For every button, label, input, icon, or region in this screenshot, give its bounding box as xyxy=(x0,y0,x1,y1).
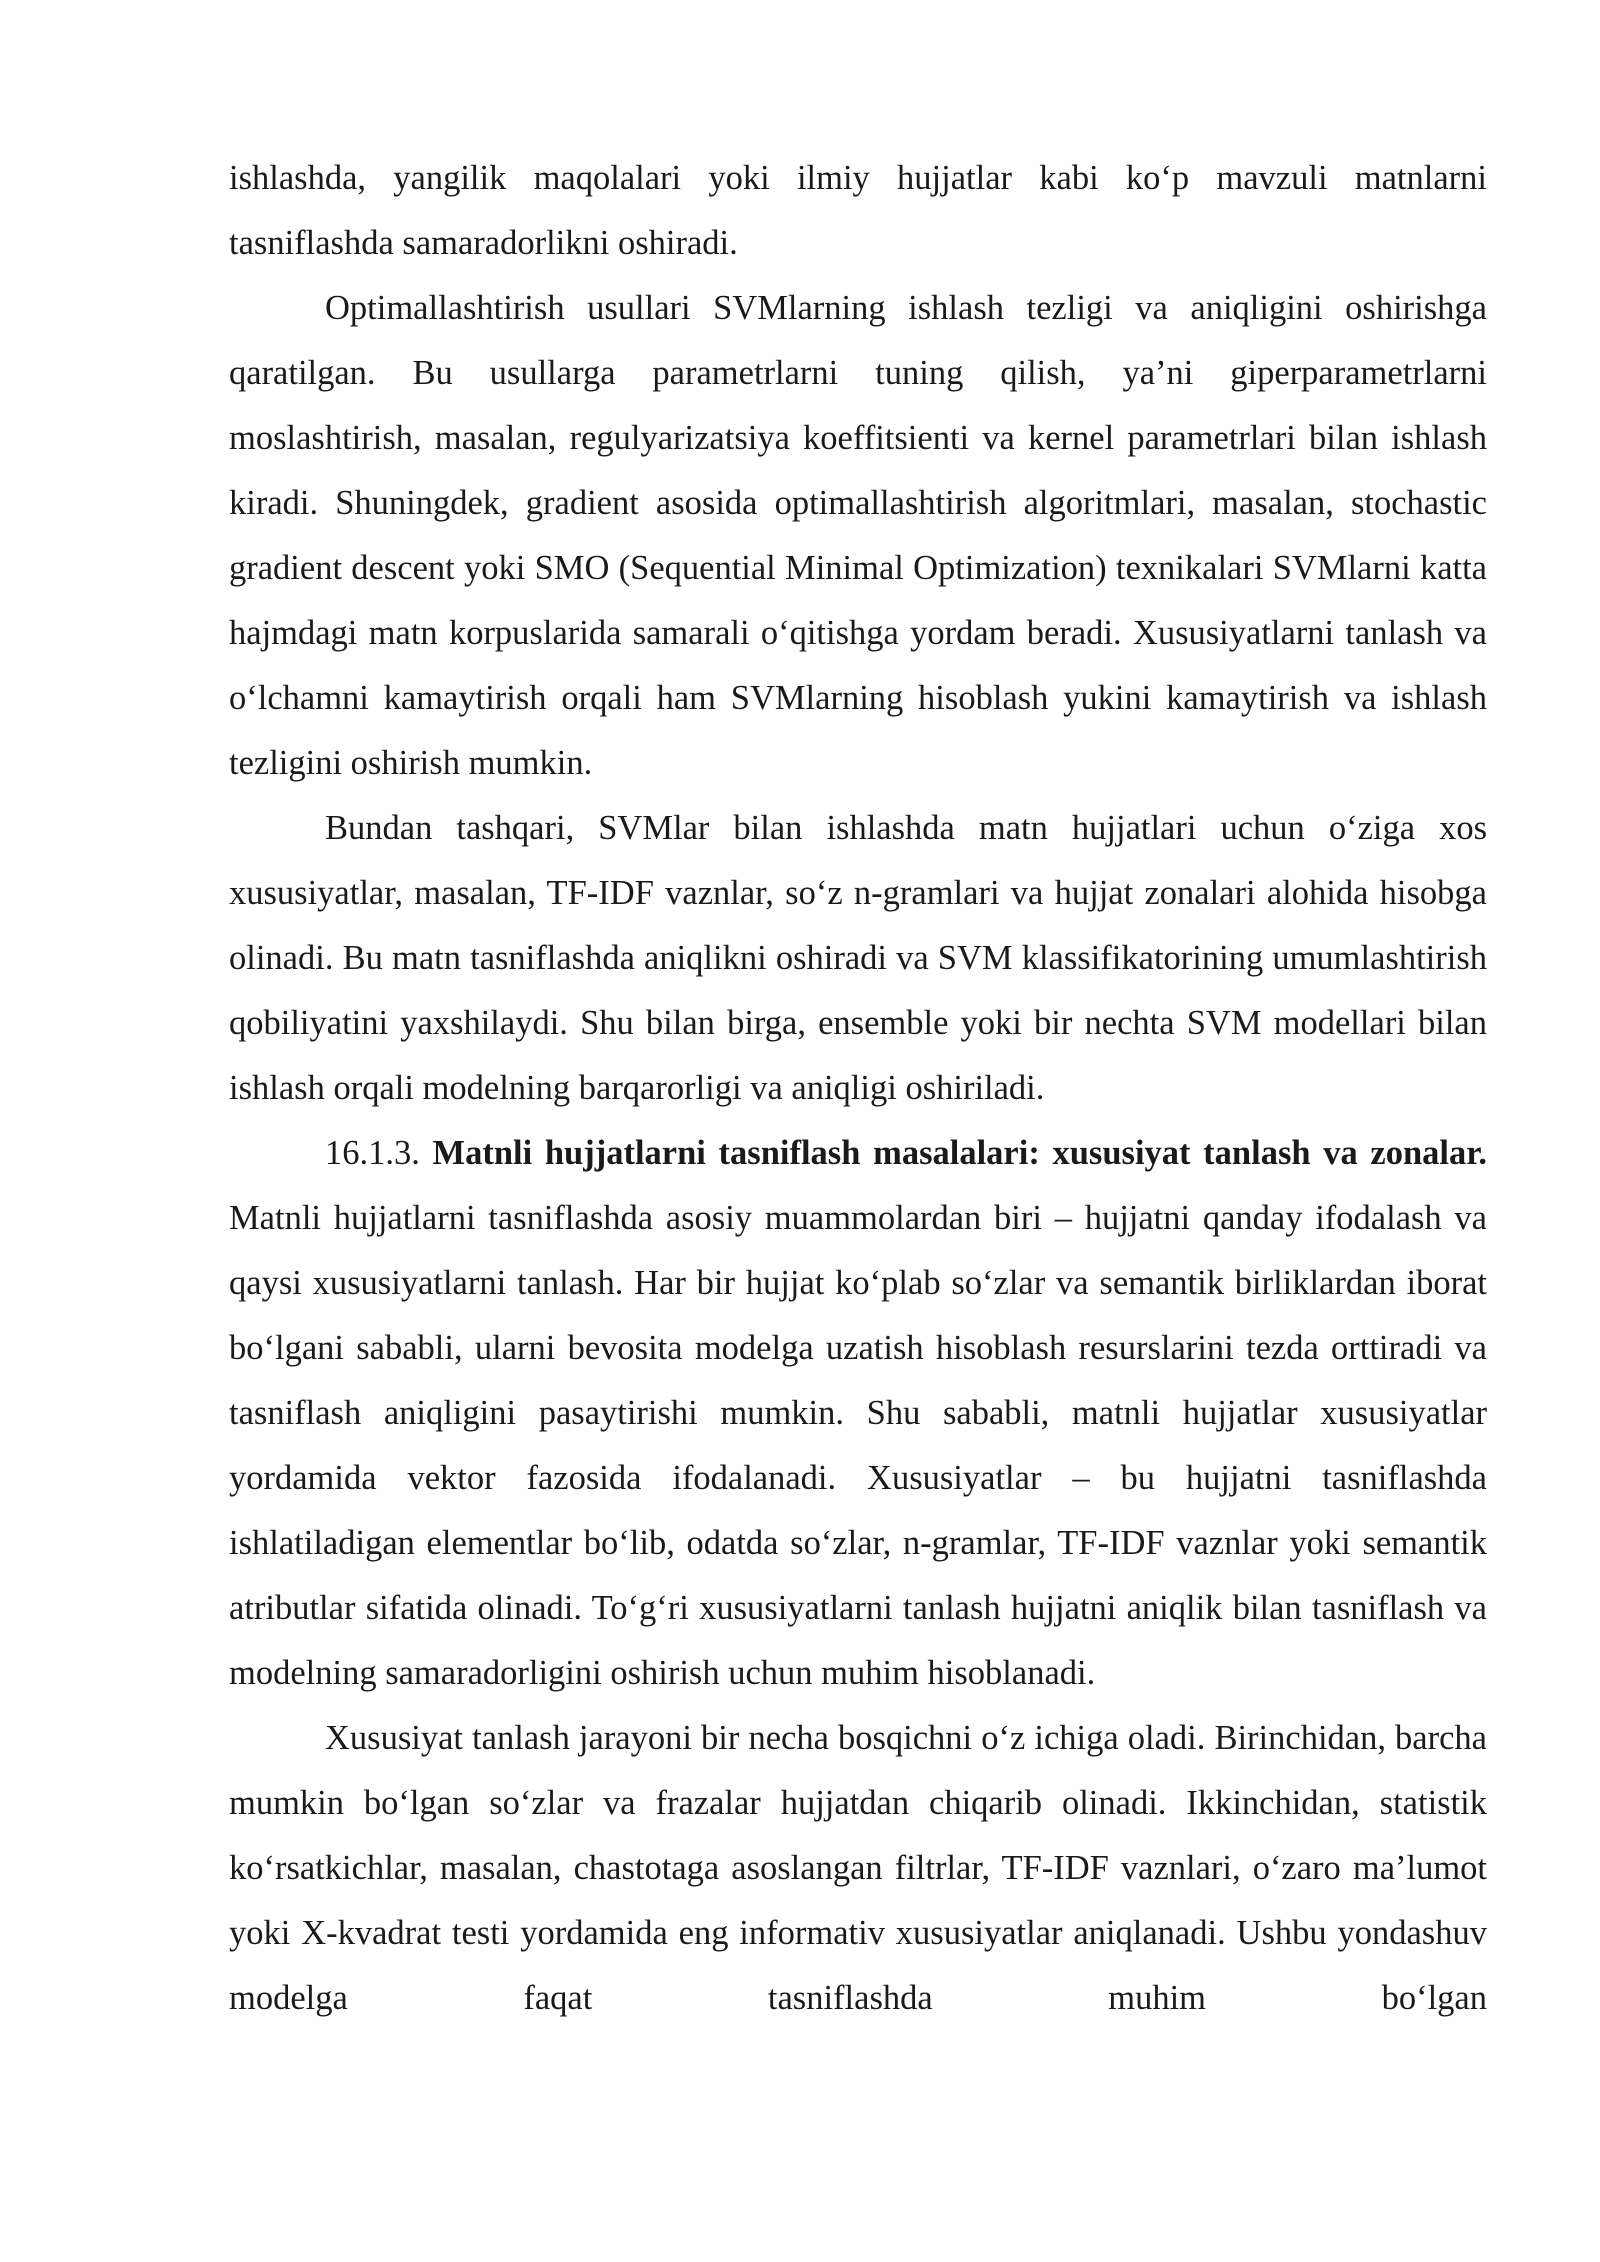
paragraph-optimization: Optimallashtirish usullari SVMlarning ishlash tezligi va aniqligini oshirishga qaratilgan. Bu usullarga parametrlarni tuning qilish, ya’ni giperparametrlarni moslashtirish, masalan, regulyarizatsiya koeffitsienti va kernel parametrlari bilan ishlash kiradi. Shuningdek, gradient asosida optimallashtirish algoritmlari, masalan, stochastic gradient descent yoki SMO (Sequential Minimal Optimization) texnikalari SVMlarni katta hajmdagi matn korpuslarida samarali o‘qitishga yordam beradi. Xususiyatlarni tanlash va o‘lchamni kamaytirish orqali ham SVMlarning hisoblash yukini kamaytirish va ishlash tezligini oshirish mumkin. xyxy=(229,289,1487,782)
document-body xyxy=(229,146,1487,2031)
paragraph-feature-selection: Xususiyat tanlash jarayoni bir necha bosqichni o‘z ichiga oladi. Birinchidan, barcha mumkin bo‘lgan so‘zlar va frazalar hujjatdan chiqarib olinadi. Ikkinchidan, statistik ko‘rsatkichlar, masalan, chastotaga asoslangan filtrlar, TF-IDF vaznlari, o‘zaro ma’lumot yoki X-kvadrat testi yordamida eng informativ xususiyatlar aniqlanadi. Ushbu yondashuv modelga faqat tasniflashda muhim bo‘lgan xyxy=(229,1719,1487,2017)
section-body-text: Matnli hujjatlarni tasniflashda asosiy muammolardan biri – hujjatni qanday ifodalash va qaysi xususiyatlarni tanlash. Har bir hujjat ko‘plab so‘zlar va semantik birliklardan iborat bo‘lgani sababli, ularni bevosita modelga uzatish hisoblash resurslarini tezda orttiradi va tasniflash aniqligini pasaytirishi mumkin. Shu sababli, matnli hujjatlar xususiyatlar yordamida vektor fazosida ifodalanadi. Xususiyatlar – bu hujjatni tasniflashda ishlatiladigan elementlar bo‘lib, odatda so‘zlar, n-gramlar, TF-IDF vaznlar yoki semantik atributlar sifatida olinadi. To‘g‘ri xususiyatlarni tanlash hujjatni aniqlik bilan tasniflash va modelning samaradorligini oshirish uchun muhim hisoblanadi. xyxy=(229,1199,1487,1692)
section-number: 16.1.3. xyxy=(325,1134,420,1172)
section-heading: Matnli hujjatlarni tasniflash masalalari: xususiyat tanlash va zonalar. xyxy=(432,1134,1487,1172)
paragraph-continuation: ishlashda, yangilik maqolalari yoki ilmiy hujjatlar kabi ko‘p mavzuli matnlarni tasniflashda samaradorlikni oshiradi. xyxy=(229,159,1487,262)
paragraph-svm-features: Bundan tashqari, SVMlar bilan ishlashda matn hujjatlari uchun o‘ziga xos xususiyatlar, masalan, TF-IDF vaznlar, so‘z n-gramlari va hujjat zonalari alohida hisobga olinadi. Bu matn tasniflashda aniqlikni oshiradi va SVM klassifikatorining umumlashtirish qobiliyatini yaxshilaydi. Shu bilan birga, ensemble yoki bir nechta SVM modellari bilan ishlash orqali modelning barqarorligi va aniqligi oshiriladi. xyxy=(229,809,1487,1107)
paragraph-section-16-1-3 xyxy=(229,1121,1487,1706)
